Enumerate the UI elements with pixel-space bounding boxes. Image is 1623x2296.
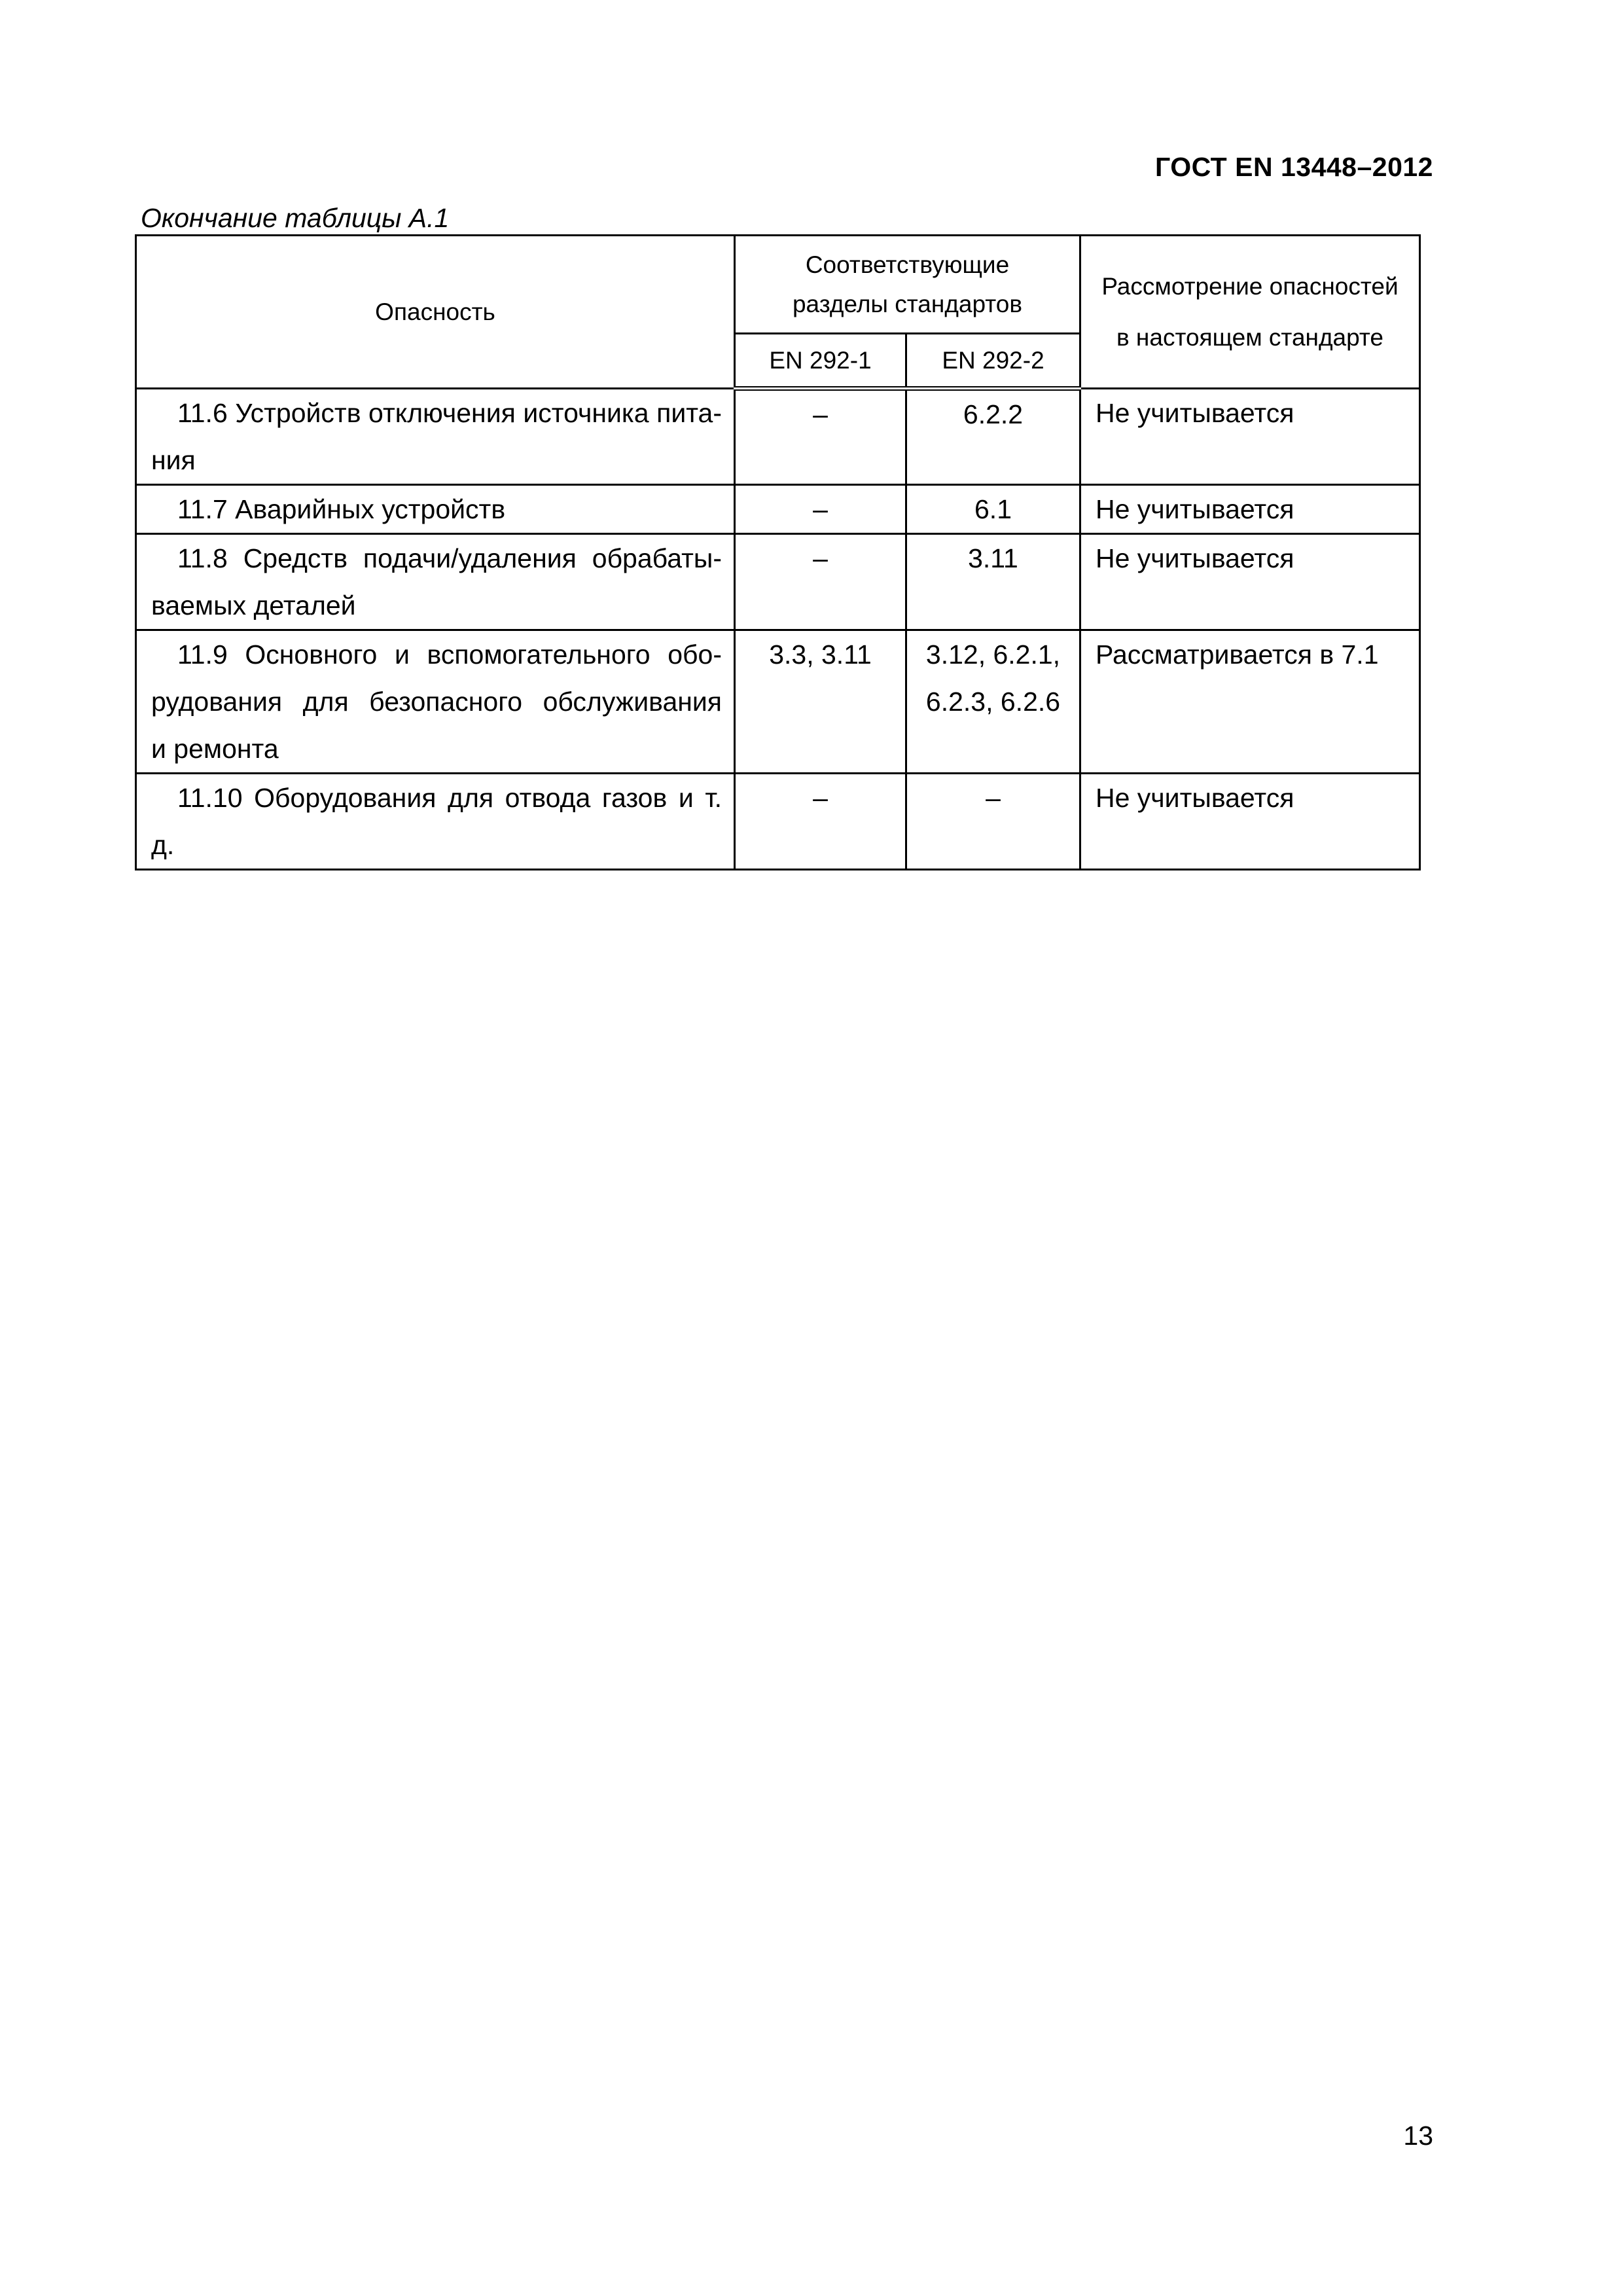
en292-2-value: 6.1: [974, 494, 1012, 524]
header-hazard: Опасность: [136, 236, 735, 389]
hazard-line: ваемых деталей: [151, 590, 356, 620]
header-en292-1: EN 292-1: [735, 334, 906, 389]
consideration-cell: [1080, 630, 1420, 774]
hazard-cell: [136, 534, 735, 630]
hazard-line: ния: [151, 445, 196, 475]
document-code: ГОСТ EN 13448–2012: [1155, 152, 1433, 182]
header-consideration-line2: в настоящем стандарте: [1116, 323, 1383, 351]
consideration-cell: [1080, 485, 1420, 534]
hazard-line: 11.7 Аварийных устройств: [177, 494, 506, 524]
en292-2-cell: [906, 534, 1080, 630]
table-row: [136, 389, 1420, 485]
table-row: [136, 774, 1420, 870]
en292-1-value: 3.3, 3.11: [769, 639, 872, 670]
en292-2-value: 6.2.3, 6.2.6: [925, 687, 1061, 717]
en292-2-value: –: [986, 783, 1001, 813]
en292-2-value: 6.2.2: [963, 399, 1024, 429]
en292-1-cell: [735, 389, 906, 485]
table-caption: Окончание таблицы А.1: [141, 203, 450, 233]
table-row: [136, 534, 1420, 630]
en292-2-value: 3.12, 6.2.1,: [925, 639, 1061, 670]
page-number: 13: [1403, 2121, 1433, 2151]
hazards-table: [135, 234, 1421, 870]
en292-2-value: 3.11: [968, 543, 1018, 573]
en292-1-cell: [735, 630, 906, 774]
hazard-cell: [136, 389, 735, 485]
en292-1-value: –: [813, 543, 828, 573]
header-consideration: [1080, 236, 1420, 389]
en292-1-value: –: [813, 399, 828, 429]
consideration-value: Не учитывается: [1096, 783, 1294, 813]
consideration-value: Не учитывается: [1096, 494, 1294, 524]
consideration-value: Рассматривается в 7.1: [1096, 639, 1379, 670]
header-standards-line1: Соответствующие: [805, 251, 1010, 278]
consideration-value: Не учитывается: [1096, 543, 1294, 573]
hazard-line: и ремонта: [151, 734, 279, 764]
en292-1-value: –: [813, 783, 828, 813]
hazard-line: 11.8 Средств подачи/удаления обрабаты-: [177, 543, 722, 573]
table-row: [136, 485, 1420, 534]
hazard-line: д.: [151, 830, 175, 860]
en292-2-cell: [906, 485, 1080, 534]
hazard-line: 11.10 Оборудования для отвода газов и т.: [177, 783, 722, 813]
hazard-line: рудования для безопасного обслуживания: [151, 687, 722, 717]
header-consideration-line1: Рассмотрение опасностей: [1101, 272, 1399, 300]
consideration-value: Не учитывается: [1096, 398, 1294, 428]
en292-1-cell: [735, 485, 906, 534]
hazard-line: 11.6 Устройств отключения источника пита-: [177, 398, 722, 428]
hazard-cell: [136, 630, 735, 774]
table-row: [136, 630, 1420, 774]
en292-2-cell: [906, 774, 1080, 870]
header-en292-2: EN 292-2: [906, 334, 1080, 389]
en292-1-value: –: [813, 494, 828, 524]
en292-1-cell: [735, 534, 906, 630]
hazard-cell: [136, 774, 735, 870]
header-standards-line2: разделы стандартов: [792, 290, 1023, 317]
header-standards: [735, 236, 1080, 334]
en292-2-cell: [906, 389, 1080, 485]
en292-2-cell: [906, 630, 1080, 774]
consideration-cell: [1080, 389, 1420, 485]
en292-1-cell: [735, 774, 906, 870]
consideration-cell: [1080, 774, 1420, 870]
consideration-cell: [1080, 534, 1420, 630]
hazard-cell: [136, 485, 735, 534]
hazard-line: 11.9 Основного и вспомогательного обо-: [177, 639, 722, 670]
